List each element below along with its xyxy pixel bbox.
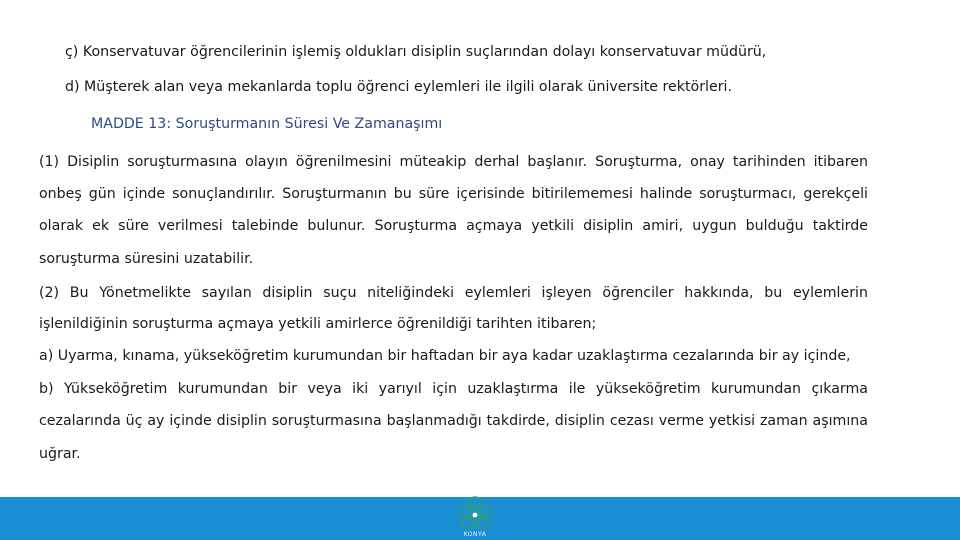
item-b-line2: cezalarında üç ay içinde disiplin soruşturmasına başlanmadığı takdirde, disiplin cezası verme yetkisi zaman aşımına bbox=[39, 413, 868, 429]
article-heading: MADDE 13: Soruşturmanın Süresi Ve Zamanaşımı bbox=[91, 116, 443, 132]
para2-line1: (2) Bu Yönetmelikte sayılan disiplin suçu niteliğindeki eylemleri işleyen öğrenciler hakkında, bu eylemlerin bbox=[39, 285, 868, 301]
para1-line3: olarak ek süre verilmesi talebinde bulunur. Soruşturma açmaya yetkili disiplin amiri, uygun bulduğu taktirde bbox=[39, 218, 868, 234]
logo-text: KONYA bbox=[463, 531, 487, 538]
item-b-line3: uğrar. bbox=[39, 446, 81, 462]
item-d: d) Müşterek alan veya mekanlarda toplu öğrenci eylemleri ile ilgili olarak üniversite rektörleri. bbox=[65, 79, 732, 95]
para1-line2: onbeş gün içinde sonuçlandırılır. Soruşturmanın bu süre içerisinde bitirilememesi halinde soruşturmacı, gerekçeli bbox=[39, 186, 868, 202]
para2-line2: işlenildiğinin soruşturma açmaya yetkili amirlerce öğrenildiği tarihten itibaren; bbox=[39, 316, 597, 332]
para1-line1: (1) Disiplin soruşturmasına olayın öğrenilmesini müteakip derhal başlanır. Soruşturma, onay tarihinden itibaren bbox=[39, 154, 868, 170]
item-c: ç) Konservatuvar öğrencilerinin işlemiş oldukları disiplin suçlarından dolayı konservatuvar müdürü, bbox=[65, 44, 767, 60]
para1-line4: soruşturma süresini uzatabilir. bbox=[39, 251, 254, 267]
item-a: a) Uyarma, kınama, yükseköğretim kurumundan bir haftadan bir aya kadar uzaklaştırma cezalarında bir ay içinde, bbox=[39, 348, 851, 364]
item-b-line1: b) Yükseköğretim kurumundan bir veya iki yarıyıl için uzaklaştırma ile yükseköğretim kurumundan çıkarma bbox=[39, 381, 868, 397]
